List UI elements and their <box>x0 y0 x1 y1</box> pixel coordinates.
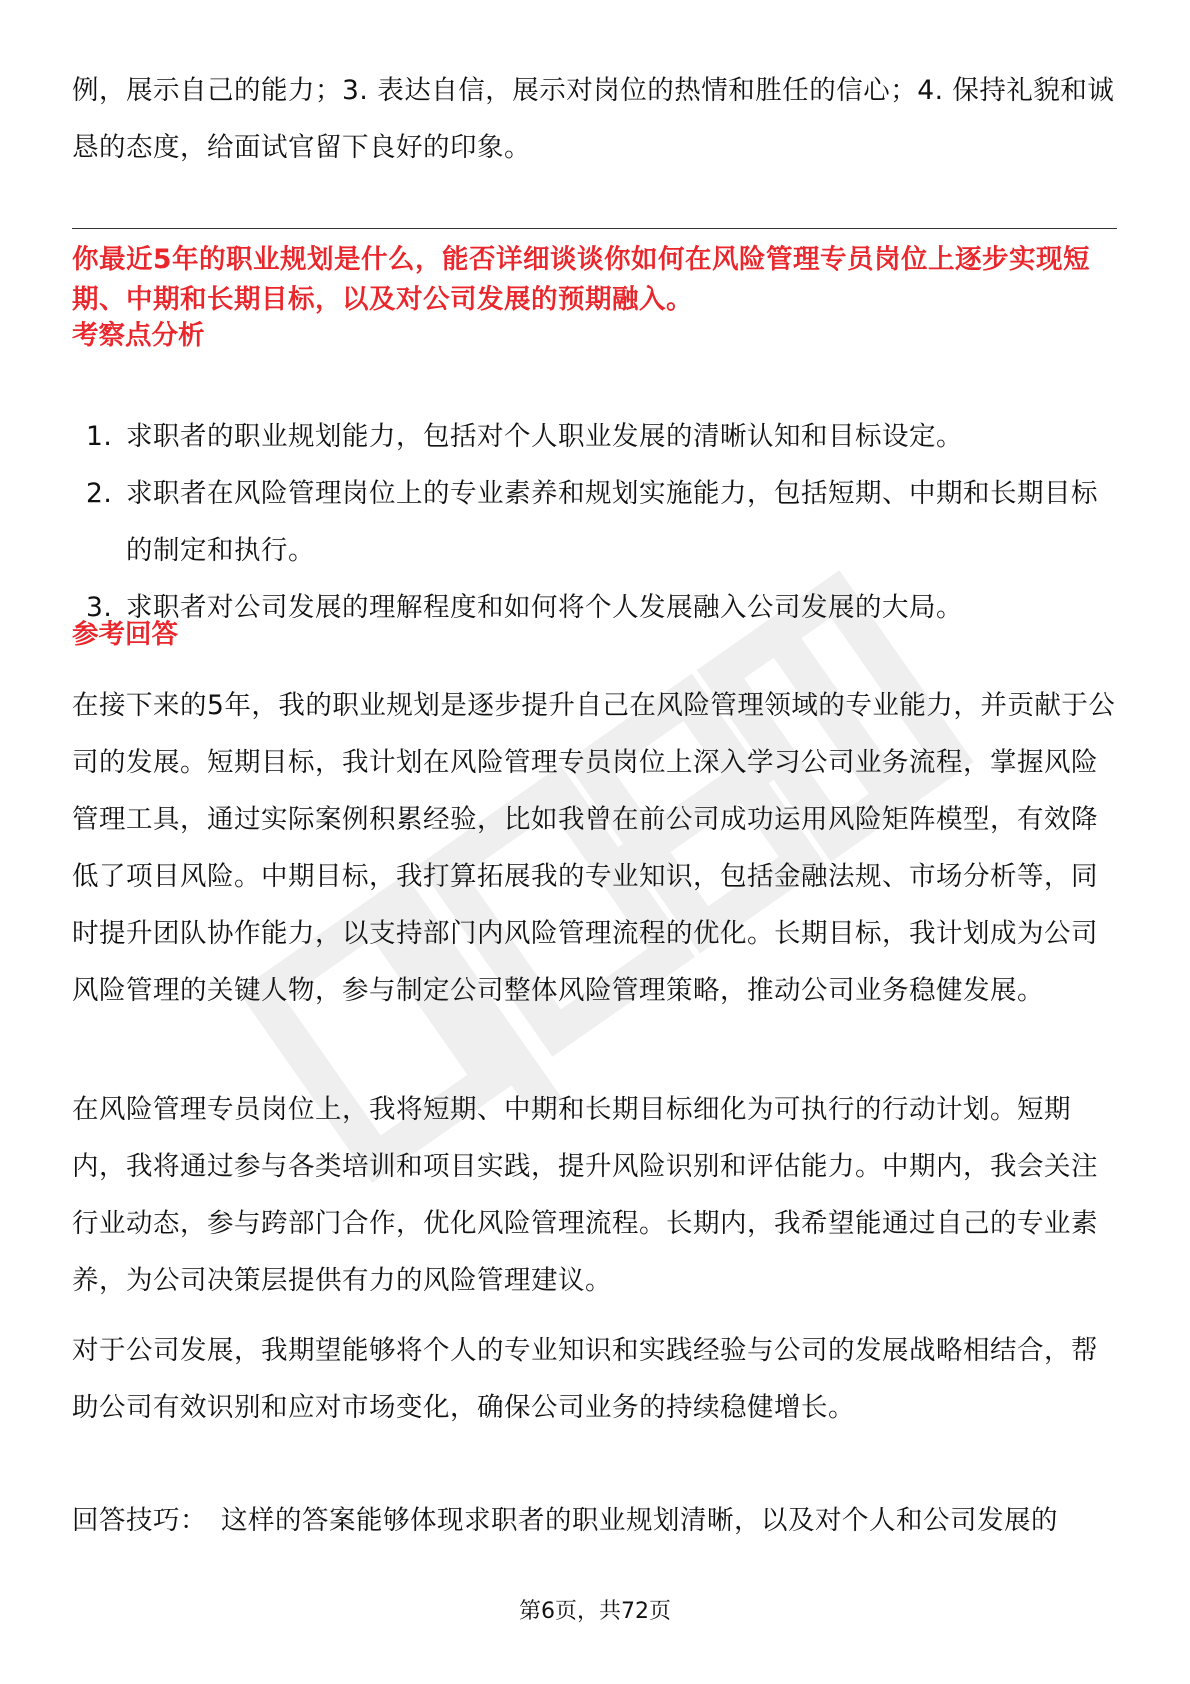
intro-paragraph: 例，展示自己的能力；3. 表达自信，展示对岗位的热情和胜任的信心；4. 保持礼貌和诚恳的态度，给面试官留下良好的印象。 <box>72 75 1115 163</box>
question-heading: 你最近5年的职业规划是什么，能否详细谈谈你如何在风险管理专员岗位上逐步实现短期、中期和长期目标，以及对公司发展的预期融入。 <box>72 244 1090 315</box>
analysis-heading: 考察点分析 <box>72 320 205 351</box>
reference-heading: 参考回答 <box>72 619 178 650</box>
list-item <box>72 408 1117 465</box>
section-divider <box>72 228 1117 229</box>
list-number: 1. <box>86 421 113 452</box>
analysis-list <box>72 408 1117 636</box>
list-text: 求职者对公司发展的理解程度和如何将个人发展融入公司发展的大局。 <box>126 592 963 623</box>
list-text: 求职者的职业规划能力，包括对个人职业发展的清晰认知和目标设定。 <box>126 421 963 452</box>
page-footer: 第6页，共72页 <box>519 1599 671 1624</box>
list-item <box>72 465 1117 579</box>
answer-paragraph: 在接下来的5年，我的职业规划是逐步提升自己在风险管理领域的专业能力，并贡献于公司的发展。短期目标，我计划在风险管理专员岗位上深入学习公司业务流程，掌握风险管理工具，通过实际案例积累经验，比如我曾在前公司成功运用风险矩阵模型，有效降低了项目风险。中期目标，我打算拓展我的专业知识，包括金融法规、市场分析等，同时提升团队协作能力，以支持部门内风险管理流程的优化。长期目标，我计划成为公司风险管理的关键人物，参与制定公司整体风险管理策略，推动公司业务稳健发展。 <box>72 690 1116 1006</box>
list-number: 2. <box>86 478 113 509</box>
tip-text: 这样的答案能够体现求职者的职业规划清晰，以及对个人和公司发展的 <box>221 1505 1058 1536</box>
answer-paragraph: 在风险管理专员岗位上，我将短期、中期和长期目标细化为可执行的行动计划。短期内，我将通过参与各类培训和项目实践，提升风险识别和评估能力。中期内，我会关注行业动态，参与跨部门合作，优化风险管理流程。长期内，我希望能通过自己的专业素养，为公司决策层提供有力的风险管理建议。 <box>72 1094 1098 1296</box>
tip-paragraph <box>72 1492 1117 1549</box>
list-text: 求职者在风险管理岗位上的专业素养和规划实施能力，包括短期、中期和长期目标的制定和执行。 <box>126 478 1098 566</box>
answer-paragraph: 对于公司发展，我期望能够将个人的专业知识和实践经验与公司的发展战略相结合，帮助公司有效识别和应对市场变化，确保公司业务的持续稳健增长。 <box>72 1335 1098 1423</box>
tip-label: 回答技巧： <box>72 1505 207 1536</box>
list-item <box>72 579 1117 636</box>
list-number: 3. <box>86 592 113 623</box>
